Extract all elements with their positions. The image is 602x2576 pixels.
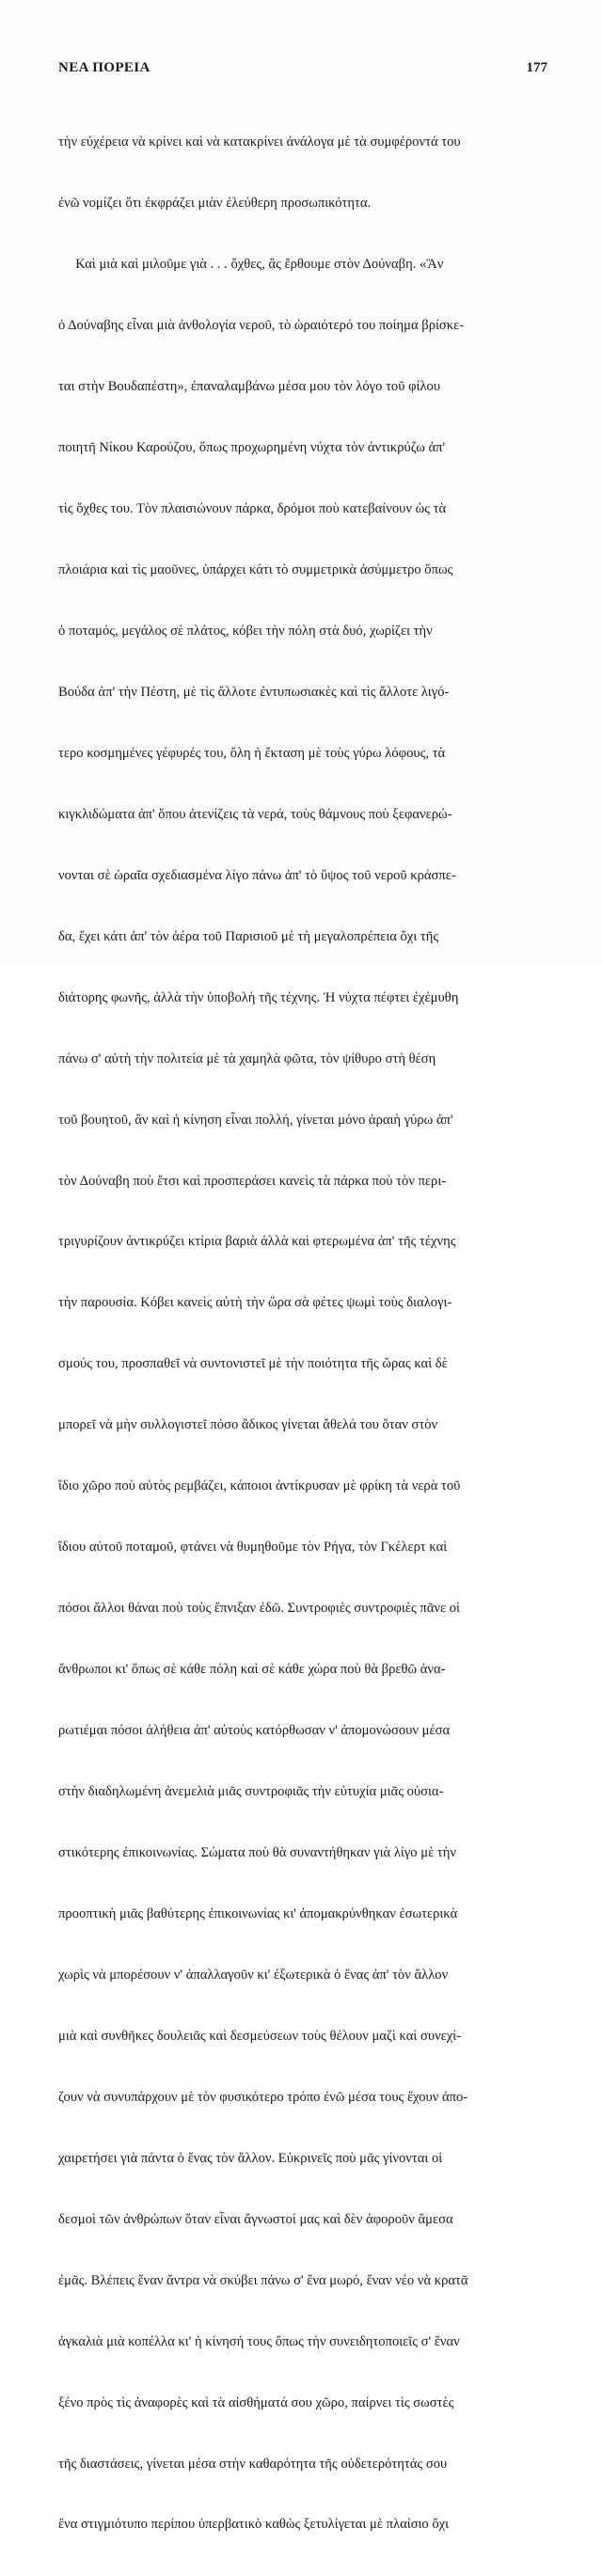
text-line: τὸν Δούναβη ποὺ ἔτσι καὶ προσπεράσει κανεὶς τὰ πάρκα ποὺ τὸν περι- — [58, 1173, 447, 1189]
text-line: ἴδιο χῶρο ποὺ αὐτὸς ρεμβάζει, κάποιοι ἀντίκρυσαν μὲ φρίκη τὰ νερὰ τοῦ — [58, 1478, 461, 1494]
text-line: ται στὴν Βουδαπέστη», ἐπαναλαμβάνω μέσα μου τὸν λόγο τοῦ φίλου — [58, 379, 441, 395]
text-line: στὴν διαδηλωμένη ἀνεμελιὰ μιᾶς συντροφιᾶς τὴν εὐτυχία μιᾶς οὐσια- — [58, 1784, 444, 1800]
text-line: πάνω σ' αὐτὴ τὴν πολιτεία μὲ τὰ χαμηλὰ φῶτα, τὸν ψίθυρο στὴ θέση — [58, 1051, 436, 1067]
text-line: μιὰ καὶ συνθῆκες δουλειᾶς καὶ δεσμεύσεων τοὺς θέλουν μαζὶ καὶ συνεχί- — [58, 2028, 462, 2044]
text-line: ξένο πρὸς τὶς ἀναφορὲς καὶ τὰ αἰσθήματά σου χῶρο, παίρνει τὶς σωστὲς — [58, 2394, 454, 2410]
text-line: πλοιάρια καὶ τὶς μαοῦνες, ὑπάρχει κάτι τὸ συμμετρικὰ ἀσύμμετρο ὅπως — [58, 561, 453, 577]
page-header — [58, 60, 547, 79]
text-line: πόσοι ἄλλοι θάναι ποὺ τοὺς ἔπνιξαν ἐδῶ. Συντροφιὲς συντροφιὲς πᾶνε οἱ — [58, 1601, 460, 1617]
text-line: ἀγκαλιὰ μιὰ κοπέλλα κι' ἡ κίνησή τους ὅπως τὴν συνειδητοποιεῖς σ' ἕναν — [58, 2333, 460, 2349]
text-line: τερο κοσμημένες γέφυρές του, ὅλη ἡ ἔκταση μὲ τοὺς γύρω λόφους, τὰ — [58, 745, 446, 761]
text-line: χαιρετήσει γιὰ πάντα ὁ ἕνας τὸν ἄλλον. Εὐκρινεῖς ποὺ μᾶς γίνονται οἱ — [58, 2150, 443, 2166]
text-line: ἐμᾶς. Βλέπεις ἕναν ἄντρα νὰ σκύβει πάνω σ' ἕνα μωρό, ἕναν νέο νὰ κρατᾶ — [58, 2272, 468, 2288]
text-line: ὁ Δούναβης εἶναι μιὰ ἀνθολογία νεροῦ, τὸ ὡραιότερό του ποίημα βρίσκε- — [58, 318, 465, 334]
text-line: τὴν παρουσία. Κόβει κανεὶς αὐτὴ τὴν ὥρα σὰ φέτες ψωμὶ τοὺς διαλογι- — [58, 1295, 452, 1311]
running-title: ΝΕΑ ΠΟΡΕΙΑ — [58, 60, 150, 75]
text-line: μπορεῖ νὰ μὴν συλλογιστεῖ πόσο ἄδικος γίνεται ἄθελά του ὅταν στὸν — [58, 1417, 438, 1433]
text-line: Βούδα ἀπ' τὴν Πέστη, μὲ τὶς ἄλλοτε ἐντυπωσιακὲς καὶ τὶς ἄλλοτε λιγό- — [58, 684, 450, 700]
text-line: τριγυρίζουν ἀντικρύζει κτίρια βαριὰ ἀλλὰ καὶ φτερωμένα ἀπ' τῆς τέχνης — [58, 1234, 456, 1250]
text-line: Καὶ μιὰ καὶ μιλοῦμε γιὰ . . . ὄχθες, ἂς ἔρθουμε στὸν Δούναβη. «Ἂν — [58, 257, 444, 273]
text-line: χωρὶς νὰ μπορέσουν ν' ἀπαλλαγοῦν κι' ἐξωτερικὰ ὁ ἕνας ἀπ' τὸν ἄλλον — [58, 1967, 449, 1983]
text-line: ζουν νὰ συνυπάρχουν μὲ τὸν φυσικότερο τρόπο ἐνῶ μέσα τους ἔχουν ἀπο- — [58, 2089, 468, 2105]
text-line: στικότερης ἐπικοινωνίας. Σώματα ποὺ θὰ συναντήθηκαν γιὰ λίγο μὲ τὴν — [58, 1845, 456, 1860]
text-line: κιγκλιδώματα ἀπ' ὅπου ἀτενίζεις τὰ νερά, τοὺς θάμνους ποὺ ξεφανερώ- — [58, 806, 452, 822]
text-line: ἄνθρωποι κι' ὅπως σὲ κάθε πόλη καὶ σὲ κάθε χώρα ποὺ θὰ βρεθῶ ἀνα- — [58, 1662, 446, 1678]
body-text — [58, 92, 547, 2576]
text-line: ἕνα στιγμιότυπο περίπου ὑπερβατικὸ καθὼς ξετυλίγεται μὲ πλαίσιο ὄχι — [58, 2517, 450, 2533]
text-line: ποιητῆ Νίκου Καρούζου, ὅπως προχωρημένη νύχτα τὸν ἀντικρύζω ἀπ' — [58, 440, 446, 456]
text-line: τὶς ὄχθες του. Τὸν πλαισιώνουν πάρκα, δρόμοι ποὺ κατεβαίνουν ὡς τὰ — [58, 501, 447, 517]
text-line: δεσμοὶ τῶν ἀνθρώπων ὅταν εἶναι ἄγνωστοί μας καὶ δὲν ἀφοροῦν ἄμεσα — [58, 2211, 453, 2227]
text-line: νονται σὲ ὡραῖα σχεδιασμένα λίγο πάνω ἀπ' τὸ ὕψος τοῦ νεροῦ κράσπε- — [58, 867, 456, 883]
text-line: προοπτικὴ μιᾶς βαθύτερης ἐπικοινωνίας κι' ἀπομακρύνθηκαν ἐσωτερικὰ — [58, 1905, 458, 1921]
text-line: τοῦ βουητοῦ, ἂν καὶ ἡ κίνηση εἶναι πολλή, γίνεται μόνο ἀραιὴ γύρω ἀπ' — [58, 1112, 453, 1128]
text-line: διάτορης φωνῆς, ἀλλὰ τὴν ὑποβολὴ τῆς τέχνης. Ἡ νύχτα πέφτει ἐχέμυθη — [58, 989, 459, 1005]
text-line: ὁ ποταμός, μεγάλος σὲ πλάτος, κόβει τὴν πόλη στὰ δυό, χωρίζει τὴν — [58, 623, 433, 639]
text-line: τὴν εὐχέρεια νὰ κρίνει καὶ νὰ κατακρίνει ἀνάλογα μὲ τὰ συμφέροντά του — [58, 134, 461, 150]
text-line: ἐνῶ νομίζει ὅτι ἐκφράζει μιὰν ἐλεύθερη προσωπικότητα. — [58, 196, 372, 212]
text-line: σμούς του, προσπαθεῖ νὰ συντονιστεῖ μὲ τὴν ποιότητα τῆς ὥρας καὶ δὲ — [58, 1356, 448, 1372]
text-line: τῆς διαστάσεις, γίνεται μέσα στὴν καθαρότητα τῆς οὐδετερότητάς σου — [58, 2456, 448, 2472]
text-line: ρωτιέμαι πόσοι ἀλήθεια ἀπ' αὐτοὺς κατόρθωσαν ν' ἀπομονώσουν μέσα — [58, 1723, 451, 1739]
text-line: δα, ἔχει κάτι ἀπ' τὸν ἀέρα τοῦ Παρισιοῦ μὲ τὴ μεγαλοπρέπεια ὄχι τῆς — [58, 928, 439, 944]
page-number: 177 — [526, 60, 547, 75]
text-line: ἴδιου αὐτοῦ ποταμοῦ, φτάνει νὰ θυμηθοῦμε τὸν Ρήγα, τὸν Γκέλερτ καὶ — [58, 1540, 448, 1556]
